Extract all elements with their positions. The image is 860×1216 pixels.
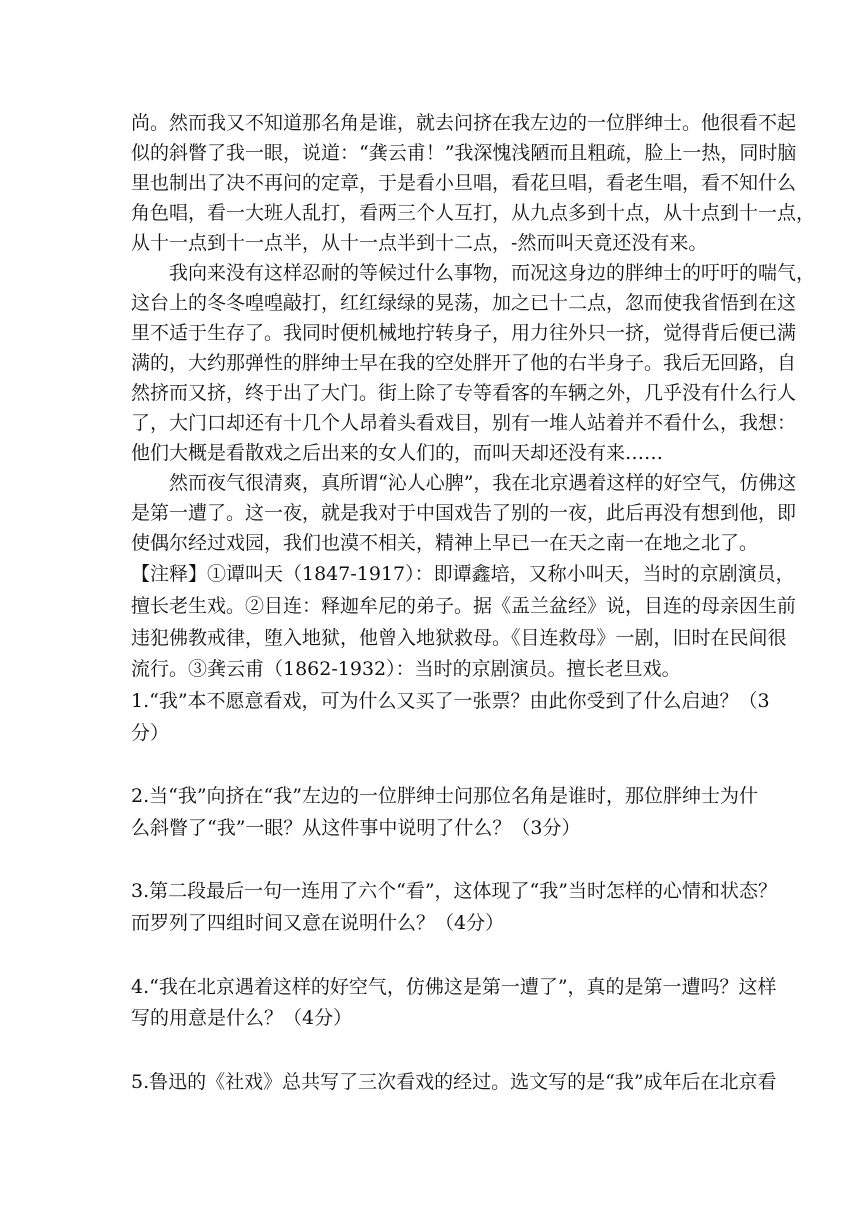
text-line: 从十一点到十一点半，从十一点半到十二点，-然而叫天竟还没有来。 <box>131 232 708 254</box>
text-line: 么斜瞥了“我”一眼？从这件事中说明了什么？（3分） <box>131 817 581 839</box>
text-line: 然挤而又挤，终于出了大门。街上除了专等看客的车辆之外，几乎没有什么行人 <box>131 382 797 404</box>
text-line: 我向来没有这样忍耐的等候过什么事物，而况这身边的胖绅士的吁吁的喘气， <box>169 262 816 284</box>
text-line: 写的用意是什么？（4分） <box>131 1007 353 1029</box>
text-line: 1.“我”本不愿意看戏，可为什么又买了一张票？由此你受到了什么启迪？（3 <box>131 690 770 712</box>
text-line: 而罗列了四组时间又意在说明什么？（4分） <box>131 912 505 934</box>
text-line: 4.“我在北京遇着这样的好空气，仿佛这是第一遭了”，真的是第一遭吗？这样 <box>131 976 777 998</box>
text-line: 擅长老生戏。②目连：释迦牟尼的弟子。据《盂兰盆经》说，目连的母亲因生前 <box>131 595 797 617</box>
text-line: 尚。然而我又不知道那名角是谁，就去问挤在我左边的一位胖绅士。他很看不起 <box>131 112 797 134</box>
text-line: 是第一遭了。这一夜，就是我对于中国戏告了别的一夜，此后再没有想到他，即 <box>131 502 797 524</box>
text-line: 满的，大约那弹性的胖绅士早在我的空处胖开了他的右半身子。我后无回路，自 <box>131 352 797 374</box>
text-line: 然而夜气很清爽，真所谓“沁人心脾”，我在北京遇着这样的好空气，仿佛这 <box>169 472 797 494</box>
text-line: 流行。③龚云甫（1862-1932）：当时的京剧演员。擅长老旦戏。 <box>131 658 681 680</box>
text-line: 使偶尔经过戏园，我们也漠不相关，精神上早已一在天之南一在地之北了。 <box>131 532 759 554</box>
text-line: 3.第二段最后一句一连用了六个“看”，这体现了“我”当时怎样的心情和状态？ <box>131 880 777 902</box>
text-line: 里不适于生存了。我同时便机械地拧转身子，用力往外只一挤，觉得背后便已满 <box>131 322 797 344</box>
text-line: 里也制出了决不再问的定章，于是看小旦唱，看花旦唱，看老生唱，看不知什么 <box>131 172 797 194</box>
text-line: 似的斜瞥了我一眼，说道：“龚云甫！”我深愧浅陋而且粗疏，脸上一热，同时脑 <box>131 142 797 164</box>
text-line: 这台上的冬冬喤喤敲打，红红绿绿的晃荡，加之已十二点，忽而使我省悟到在这 <box>131 292 797 314</box>
text-line: 违犯佛教戒律，堕入地狱，他曾入地狱救母。《目连救母》一剧，旧时在民间很 <box>131 627 787 649</box>
text-line: 【注释】①谭叫天（1847-1917）：即谭鑫培，又称小叫天，当时的京剧演员， <box>131 563 795 585</box>
text-line: 分） <box>131 722 170 744</box>
text-line: 他们大概是看散戏之后出来的女人们的，而叫天却还没有来…… <box>131 442 664 464</box>
text-line: 5.鲁迅的《社戏》总共写了三次看戏的经过。选文写的是“我”成年后在北京看 <box>131 1071 777 1093</box>
text-line: 2.当“我”向挤在“我”左边的一位胖绅士问那位名角是谁时，那位胖绅士为什 <box>131 785 758 807</box>
text-line: 了，大门口却还有十几个人昂着头看戏目，别有一堆人站着并不看什么，我想： <box>131 412 797 434</box>
text-line: 角色唱，看一大班人乱打，看两三个人互打，从九点多到十点，从十点到十一点， <box>131 202 816 224</box>
